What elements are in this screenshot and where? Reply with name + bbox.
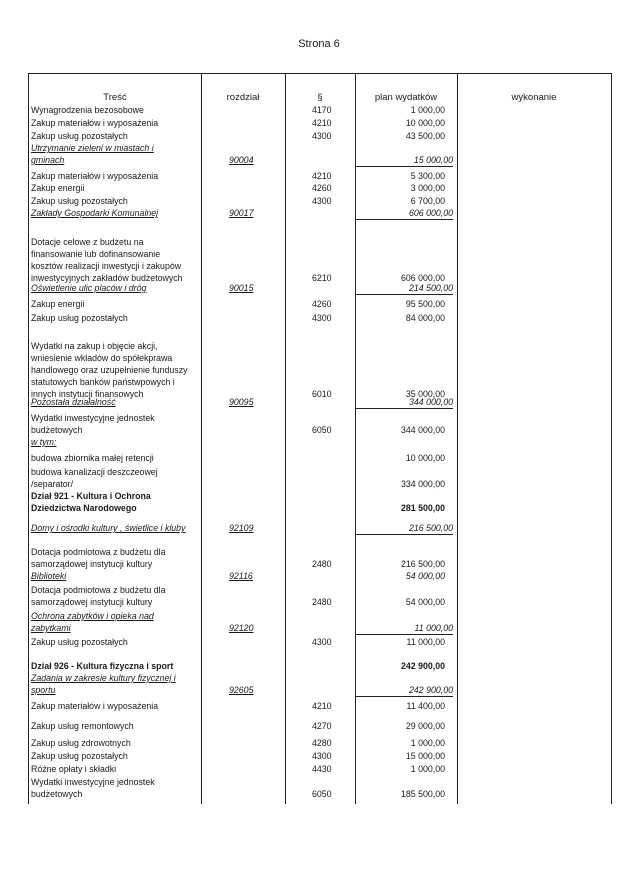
row-tresc: Wynagrodzenia bezosobowe <box>31 105 144 115</box>
row-paragraf: 4170 <box>312 105 332 115</box>
row-tresc: Zakłady Gospodarki Komunalnej <box>31 208 159 218</box>
row-paragraf: 4300 <box>312 751 332 761</box>
row-rozdzial: 90095 <box>229 397 254 407</box>
row-tresc: Zakup energii <box>31 183 85 193</box>
row-rozdzial: 92116 <box>229 571 253 581</box>
budget-table <box>28 73 612 804</box>
row-plan-value: 54 000,00 <box>405 597 445 607</box>
table-row <box>29 436 611 448</box>
row-paragraf: 2480 <box>312 597 332 607</box>
row-plan-value: 11 400,00 <box>406 701 445 711</box>
row-plan-value: 11 000,00 <box>406 637 445 647</box>
row-tresc: Dotacja podmiotowa z budżetu dla samorządowej instytucji kultury <box>31 585 166 607</box>
table-row <box>29 412 611 436</box>
table-row <box>29 700 611 712</box>
row-paragraf: 4300 <box>312 637 332 647</box>
row-tresc: Zakup usług pozostałych <box>31 313 128 323</box>
row-tresc: Wydatki inwestycyjne jednostek budżetowych <box>31 413 155 435</box>
table-row <box>29 720 611 732</box>
row-rozdzial: 90015 <box>229 283 254 293</box>
row-plan-value: 54 000,00 <box>405 571 445 581</box>
row-rozdzial: 92120 <box>229 623 254 633</box>
row-plan-value: 15 000,00 <box>355 154 453 167</box>
row-rozdzial: 92109 <box>229 523 254 533</box>
row-tresc: Zakup usług pozostałych <box>31 131 128 141</box>
row-tresc: Zakup usług zdrowotnych <box>31 738 131 748</box>
row-plan-value: 214 500,00 <box>355 282 453 295</box>
row-plan-value: 95 500,00 <box>405 299 445 309</box>
row-tresc: Zadania w zakresie kultury fizycznej i sportu <box>31 673 176 695</box>
row-tresc: Zakup usług remontowych <box>31 721 134 731</box>
row-rozdzial: 92605 <box>229 685 254 695</box>
row-plan-value: 185 500,00 <box>400 789 445 799</box>
page-number: Strona 6 <box>298 38 340 50</box>
row-paragraf: 4270 <box>312 721 332 731</box>
table-row <box>29 737 611 749</box>
row-plan-value: 3 000,00 <box>410 183 445 193</box>
table-row <box>29 104 611 116</box>
header-rozdzial: rozdział <box>226 92 260 103</box>
row-plan-value: 216 500,00 <box>400 559 445 569</box>
row-plan-value: 5 300,00 <box>410 171 445 181</box>
row-plan-value: 35 000,00 <box>405 389 445 399</box>
table-row <box>29 207 611 219</box>
row-plan-value: 216 500,00 <box>355 522 453 535</box>
row-paragraf: 4300 <box>312 313 332 323</box>
row-tresc: Zakup materiałów i wyposażenia <box>31 701 159 711</box>
row-tresc: budowa zbiornika małej retencji <box>31 453 154 463</box>
row-plan-value: 1 000,00 <box>410 764 445 774</box>
table-row <box>29 182 611 194</box>
header-tresc: Treść <box>103 92 127 103</box>
row-tresc: Zakup materiałów i wyposażenia <box>31 118 159 128</box>
row-plan-value: 1 000,00 <box>410 738 445 748</box>
row-tresc: Utrzymanie zieleni w miastach i gminach <box>31 143 154 165</box>
row-tresc: Wydatki inwestycyjne jednostek budżetowych <box>31 777 155 799</box>
row-rozdzial: 90004 <box>229 155 254 165</box>
table-row <box>29 298 611 310</box>
row-plan-value: 1 000,00 <box>410 105 445 115</box>
row-rozdzial: 90017 <box>229 208 254 218</box>
row-plan-value: 11 000,00 <box>355 622 453 635</box>
row-tresc: Wydatki na zakup i objęcie akcji, wniesienie wkładów do spółekprawa handlowego oraz uzupełnienie funduszy statutowych banków państwpowych i innych instytucji finansowych <box>31 341 188 399</box>
row-tresc: Dział 926 - Kultura fizyczna i sport <box>31 661 174 671</box>
row-paragraf: 4260 <box>312 183 332 193</box>
row-plan-value: 242 900,00 <box>400 661 445 671</box>
row-plan-value: 29 000,00 <box>405 721 445 731</box>
row-paragraf: 6010 <box>312 389 332 399</box>
row-paragraf: 2480 <box>312 559 332 569</box>
row-plan-value: 606 000,00 <box>400 273 445 283</box>
table-row <box>29 522 611 534</box>
table-row <box>29 117 611 129</box>
table-row <box>29 452 611 464</box>
row-plan-value: 344 000,00 <box>355 396 453 409</box>
row-paragraf: 4210 <box>312 171 332 181</box>
row-paragraf: 4430 <box>312 764 332 774</box>
row-plan-value: 344 000,00 <box>400 425 445 435</box>
table-row <box>29 282 611 294</box>
row-tresc: Dział 921 - Kultura i Ochrona Dziedzictwa Narodowego <box>31 491 151 513</box>
table-row <box>29 610 611 634</box>
row-tresc: Biblioteki <box>31 571 67 581</box>
row-paragraf: 6210 <box>312 273 332 283</box>
row-plan-value: 10 000,00 <box>405 453 445 463</box>
table-row <box>29 490 611 514</box>
row-tresc: Ochrona zabytków i opieka nad zabytkami <box>31 611 154 633</box>
table-row <box>29 340 611 400</box>
row-paragraf: 4210 <box>312 118 332 128</box>
row-tresc: Domy i ośrodki kultury , świetlice i kluby <box>31 523 186 533</box>
table-row <box>29 570 611 582</box>
row-paragraf: 4300 <box>312 131 332 141</box>
row-paragraf: 4210 <box>312 701 332 711</box>
row-plan-value: 15 000,00 <box>405 751 445 761</box>
row-plan-value: 281 500,00 <box>400 503 445 513</box>
table-row <box>29 130 611 142</box>
row-plan-value: 606 000,00 <box>355 207 453 220</box>
row-plan-value: 10 000,00 <box>405 118 445 128</box>
row-tresc: Pozostała działalność <box>31 397 116 407</box>
table-row <box>29 660 611 672</box>
table-row <box>29 546 611 570</box>
row-tresc: Oświetlenie ulic placów i dróg <box>31 283 147 293</box>
table-row <box>29 170 611 182</box>
row-plan-value: 43 500,00 <box>405 131 445 141</box>
table-row <box>29 584 611 608</box>
table-row <box>29 466 611 490</box>
row-tresc: budowa kanalizacji deszczeowej /separator/ <box>31 467 158 489</box>
row-tresc: Zakup usług pozostałych <box>31 637 128 647</box>
table-row <box>29 142 611 166</box>
header-paragraf: § <box>317 92 323 103</box>
header-wykonanie: wykonanie <box>511 92 557 103</box>
table-row <box>29 312 611 324</box>
row-paragraf: 4300 <box>312 196 332 206</box>
table-row <box>29 672 611 696</box>
row-tresc: Zakup usług pozostałych <box>31 196 128 206</box>
row-plan-value: 334 000,00 <box>400 479 445 489</box>
row-tresc: Zakup materiałów i wyposażenia <box>31 171 159 181</box>
table-row <box>29 750 611 762</box>
table-row <box>29 236 611 284</box>
row-plan-value: 6 700,00 <box>410 196 445 206</box>
row-paragraf: 6050 <box>312 789 332 799</box>
table-row <box>29 636 611 648</box>
row-tresc: Różne opłaty i składki <box>31 764 117 774</box>
row-paragraf: 4260 <box>312 299 332 309</box>
table-row <box>29 776 611 800</box>
row-tresc: Zakup energii <box>31 299 85 309</box>
row-tresc: Zakup usług pozostałych <box>31 751 128 761</box>
row-paragraf: 6050 <box>312 425 332 435</box>
table-row <box>29 195 611 207</box>
row-tresc: Dotacje celowe z budżetu na finansowanie lub dofinansowanie kosztów realizacji inwestycji i zakupów inwestycyjnych zakładów budżetowych <box>31 237 183 283</box>
row-plan-value: 84 000,00 <box>405 313 445 323</box>
row-tresc: Dotacja podmiotowa z budżetu dla samorządowej instytucji kultury <box>31 547 166 569</box>
table-row <box>29 763 611 775</box>
table-row <box>29 396 611 408</box>
row-plan-value: 242 900,00 <box>355 684 453 697</box>
header-plan: plan wydatków <box>374 92 438 103</box>
row-tresc: w tym: <box>31 437 57 447</box>
row-paragraf: 4280 <box>312 738 332 748</box>
